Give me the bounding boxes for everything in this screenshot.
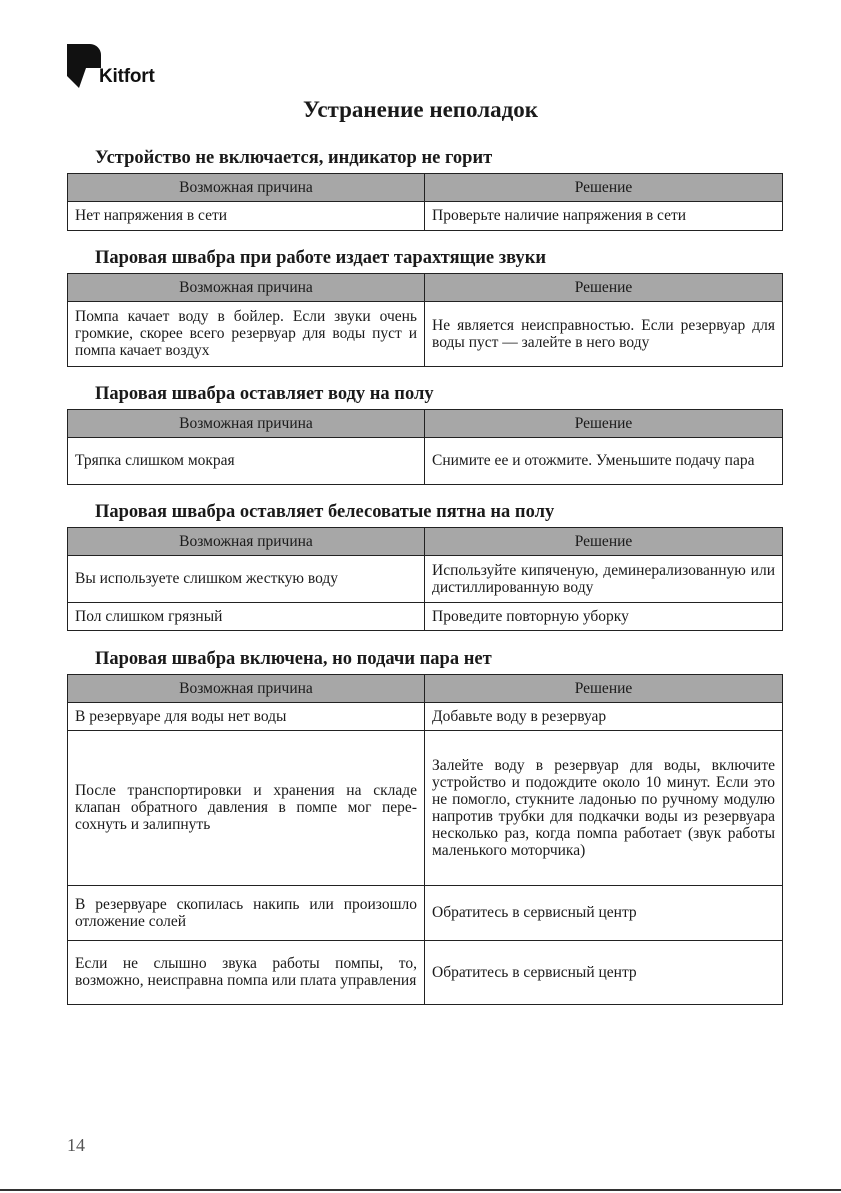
table-header-row xyxy=(68,528,783,556)
table-row xyxy=(68,202,783,231)
section-water-on-floor xyxy=(67,383,782,485)
solution-cell: Не является неисправностью. Если резервуар для воды пуст — залейте в него воду xyxy=(425,302,783,367)
section-title: Паровая швабра оставляет белесоватые пятна на полу xyxy=(95,502,555,522)
table-row xyxy=(68,886,783,941)
solution-cell: Обратитесь в сервисный центр xyxy=(425,941,783,1005)
table-row xyxy=(68,556,783,603)
table-header-row xyxy=(68,274,783,302)
page-title: Устранение неполадок xyxy=(302,97,539,122)
column-header-solution: Решение xyxy=(425,528,783,556)
cause-cell: Тряпка слишком мокрая xyxy=(68,438,425,485)
column-header-solution: Решение xyxy=(425,675,783,703)
cause-cell: После транспортировки и хранения на складе клапан обратного давления в помпе мог пересохнуть и залипнуть xyxy=(68,731,425,886)
solution-cell: Добавьте воду в резервуар xyxy=(425,703,783,731)
troubleshooting-table xyxy=(67,173,783,231)
solution-cell: Снимите ее и отожмите. Уменьшите подачу пара xyxy=(425,438,783,485)
column-header-cause: Возможная причина xyxy=(68,675,425,703)
solution-cell: Используйте кипяченую, деминерализованную или дистиллированную воду xyxy=(425,556,783,603)
column-header-solution: Решение xyxy=(425,174,783,202)
section-title: Паровая швабра оставляет воду на полу xyxy=(95,384,434,404)
brand-name: Kitfort xyxy=(99,66,155,87)
cause-cell: В резервуаре для воды нет воды xyxy=(68,703,425,731)
table-row xyxy=(68,703,783,731)
section-rattling-sounds xyxy=(67,247,782,367)
cause-cell: Если не слышно звука работы помпы, то, возможно, неисправна помпа или плата управления xyxy=(68,941,425,1005)
column-header-cause: Возможная причина xyxy=(68,410,425,438)
column-header-solution: Решение xyxy=(425,274,783,302)
section-title: Паровая швабра включена, но подачи пара нет xyxy=(95,649,492,669)
troubleshooting-table xyxy=(67,273,783,367)
cause-cell: Помпа качает воду в бойлер. Если звуки очень громкие, скорее всего резервуар для воды пуст и помпа качает воздух xyxy=(68,302,425,367)
troubleshooting-table xyxy=(67,409,783,485)
table-row xyxy=(68,731,783,886)
solution-cell: Залейте воду в резервуар для воды, включите устройство и подождите около 10 минут. Если это не помогло, стукните ладонью по ручному модулю напротив трубки для подкачки воды из резервуара несколько раз, когда помпа работает (звук работы маленького моторчика) xyxy=(425,731,783,886)
brand-logo xyxy=(67,44,155,88)
table-row xyxy=(68,438,783,485)
cause-cell: В резервуаре скопилась накипь или произошло отложение солей xyxy=(68,886,425,941)
section-no-steam xyxy=(67,648,782,1005)
kitfort-logo-icon xyxy=(67,44,101,88)
troubleshooting-table xyxy=(67,674,783,1005)
page-number: 14 xyxy=(67,1135,85,1155)
cause-cell: Нет напряжения в сети xyxy=(68,202,425,231)
solution-cell: Проведите повторную уборку xyxy=(425,603,783,631)
table-header-row xyxy=(68,410,783,438)
table-row xyxy=(68,302,783,367)
table-row xyxy=(68,941,783,1005)
column-header-solution: Решение xyxy=(425,410,783,438)
section-title: Устройство не включается, индикатор не горит xyxy=(95,148,493,168)
solution-cell: Проверьте наличие напряжения в сети xyxy=(425,202,783,231)
section-white-stains xyxy=(67,501,782,631)
column-header-cause: Возможная причина xyxy=(68,274,425,302)
troubleshooting-table xyxy=(67,527,783,631)
column-header-cause: Возможная причина xyxy=(68,528,425,556)
section-no-power xyxy=(67,147,782,231)
table-header-row xyxy=(68,174,783,202)
solution-cell: Обратитесь в сервисный центр xyxy=(425,886,783,941)
table-header-row xyxy=(68,675,783,703)
table-row xyxy=(68,603,783,631)
cause-cell: Вы используете слишком жесткую воду xyxy=(68,556,425,603)
column-header-cause: Возможная причина xyxy=(68,174,425,202)
section-title: Паровая швабра при работе издает тарахтящие звуки xyxy=(95,248,547,268)
cause-cell: Пол слишком грязный xyxy=(68,603,425,631)
bottom-divider xyxy=(0,1189,841,1191)
